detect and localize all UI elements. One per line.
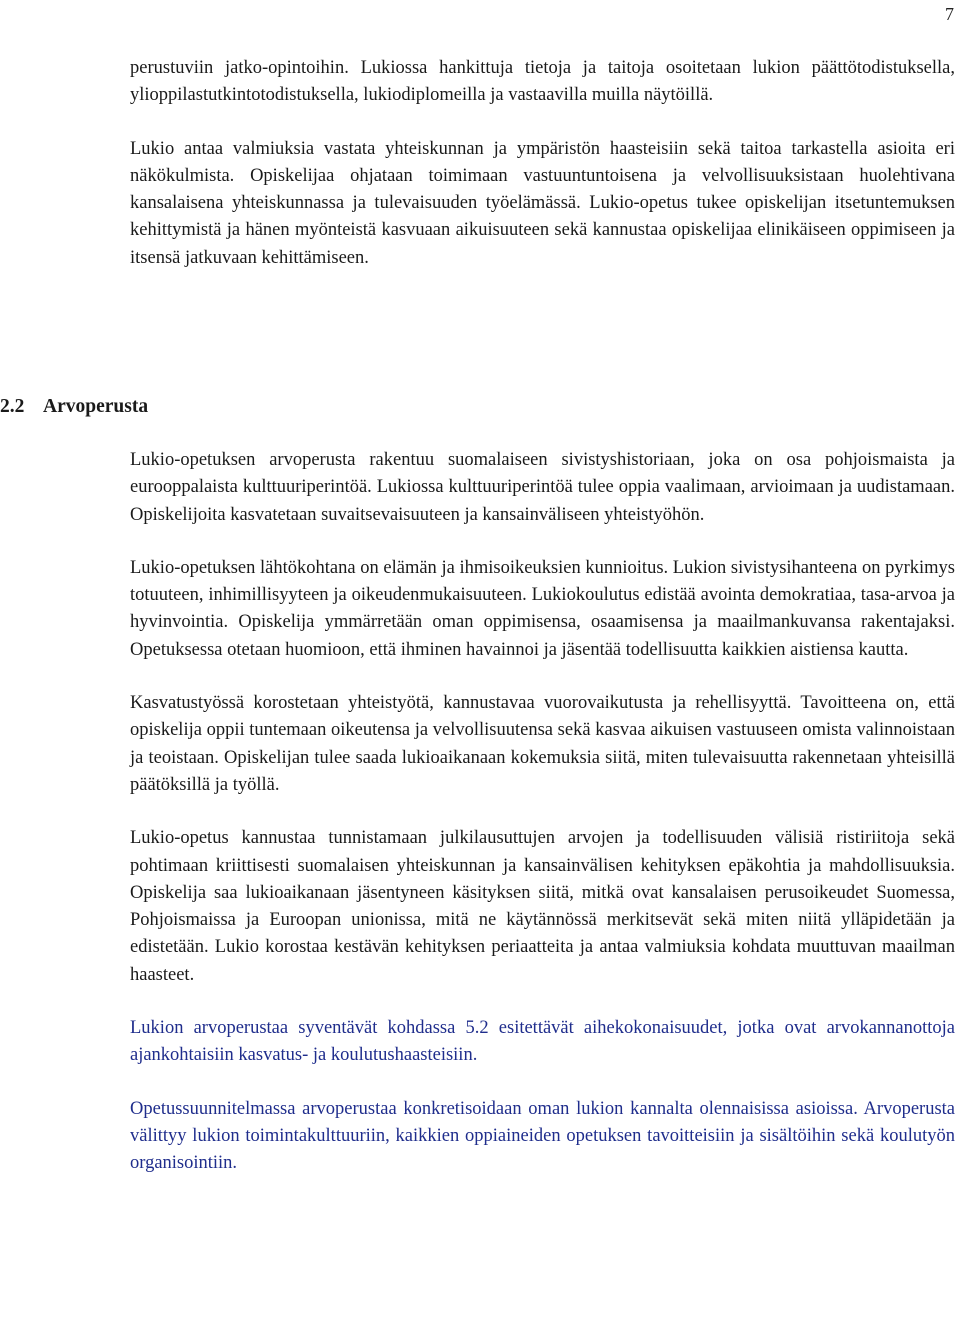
section-body: [130, 447, 955, 1178]
section-paragraph-4: Lukio-opetus kannustaa tunnistamaan julkilausuttujen arvojen ja todellisuuden välisiä ristiriitoja sekä pohtimaan kriittisesti suomalaisen yhteiskunnan ja kansainvälisen kehityksen epäkohtia ja mahdollisuuksia. Opiskelija saa lukioaikanaan jäsentyneen käsityksen siitä, mitkä ovat kansalaisen perusoikeudet Suomessa, Pohjoismaissa ja Euroopan unionissa, mitä ne käytännössä merkitsevät sekä miten niitä ylläpidetään ja edistetään. Lukio korostaa kestävän kehityksen periaatteita ja antaa valmiuksia kohdata muuttuvan maailman haasteet.: [130, 828, 955, 985]
local-paragraph-2: Opetussuunnitelmassa arvoperustaa konkretisoidaan oman lukion kannalta olennaisissa asioissa. Arvoperusta välittyy lukion toimintakulttuuriin, kaikkien oppiaineiden opetuksen tavoitteisiin ja sisältöihin sekä koulutyön organisointiin.: [130, 1098, 955, 1174]
section-paragraph-1: Lukio-opetuksen arvoperusta rakentuu suomalaiseen sivistyshistoriaan, joka on osa pohjoismaista ja eurooppalaista kulttuuriperintöä. Lukiossa kulttuuriperintöä tulee oppia vaalimaan, arvioimaan ja uudistamaan. Opiskelijoita kasvatetaan suvaitsevaisuuteen ja kansainväliseen yhteistyöhön.: [130, 450, 955, 525]
section-heading: [0, 393, 400, 421]
page-number: 7: [945, 4, 954, 24]
section-number: 2.2: [0, 396, 25, 417]
local-paragraph-1: Lukion arvoperustaa syventävät kohdassa 5.2 esitettävät aihekokonaisuudet, jotka ovat arvokannanottoja ajankohtaisiin kasvatus- ja koulutushaasteisiin.: [130, 1018, 955, 1066]
section-paragraph-3: Kasvatustyössä korostetaan yhteistyötä, kannustavaa vuorovaikutusta ja rehellisyyttä. Tavoitteena on, että opiskelija oppii tuntemaan oikeutensa ja velvollisuutensa sekä kasvaa aikuisen vastuuseen omista valinnoistaan ja teoistaan. Opiskelijan tulee saada lukioaikanaan kokemuksia siitä, miten tulevaisuutta rakennetaan yhteisillä päätöksillä ja työllä.: [130, 693, 955, 795]
intro-paragraph-2: Lukio antaa valmiuksia vastata yhteiskunnan ja ympäristön haasteisiin sekä taitoa tarkastella asioita eri näkökulmista. Opiskelijaa ohjataan toimimaan vastuuntuntoisena ja velvollisuuksistaan huolehtivana kansalaisena yhteiskunnassa ja tulevaisuuden työelämässä. Lukio-opetus tukee opiskelijan itsetuntemuksen kehittymistä ja hänen myönteistä kasvuaan aikuisuuteen sekä kannustaa opiskelijaa elinikäiseen oppimiseen ja itsensä jatkuvaan kehittämiseen.: [130, 138, 955, 268]
section-title: Arvoperusta: [43, 396, 149, 417]
intro-paragraph-1: perustuviin jatko-opintoihin. Lukiossa hankittuja tietoja ja taitoja osoitetaan lukion päättötodistuksella, ylioppilastutkintotodistuksella, lukiodiplomeilla ja vastaavilla muilla näytöillä.: [130, 58, 955, 106]
section-paragraph-2: Lukio-opetuksen lähtökohtana on elämän ja ihmisoikeuksien kunnioitus. Lukion sivistysihanteena on pyrkimys totuuteen, inhimillisyyteen ja oikeudenmukaisuuteen. Lukiokoulutus edistää avointa demokratiaa, tasa-arvoa ja hyvinvointia. Opiskelija ymmärretään oman oppimisensa, osaamisensa ja maailmankuvansa rakentajaksi. Opetuksessa otetaan huomioon, että ihminen havainnoi ja jäsentää todellisuutta kaikkien aistiensa kautta.: [130, 557, 955, 660]
intro-block: [130, 55, 955, 272]
